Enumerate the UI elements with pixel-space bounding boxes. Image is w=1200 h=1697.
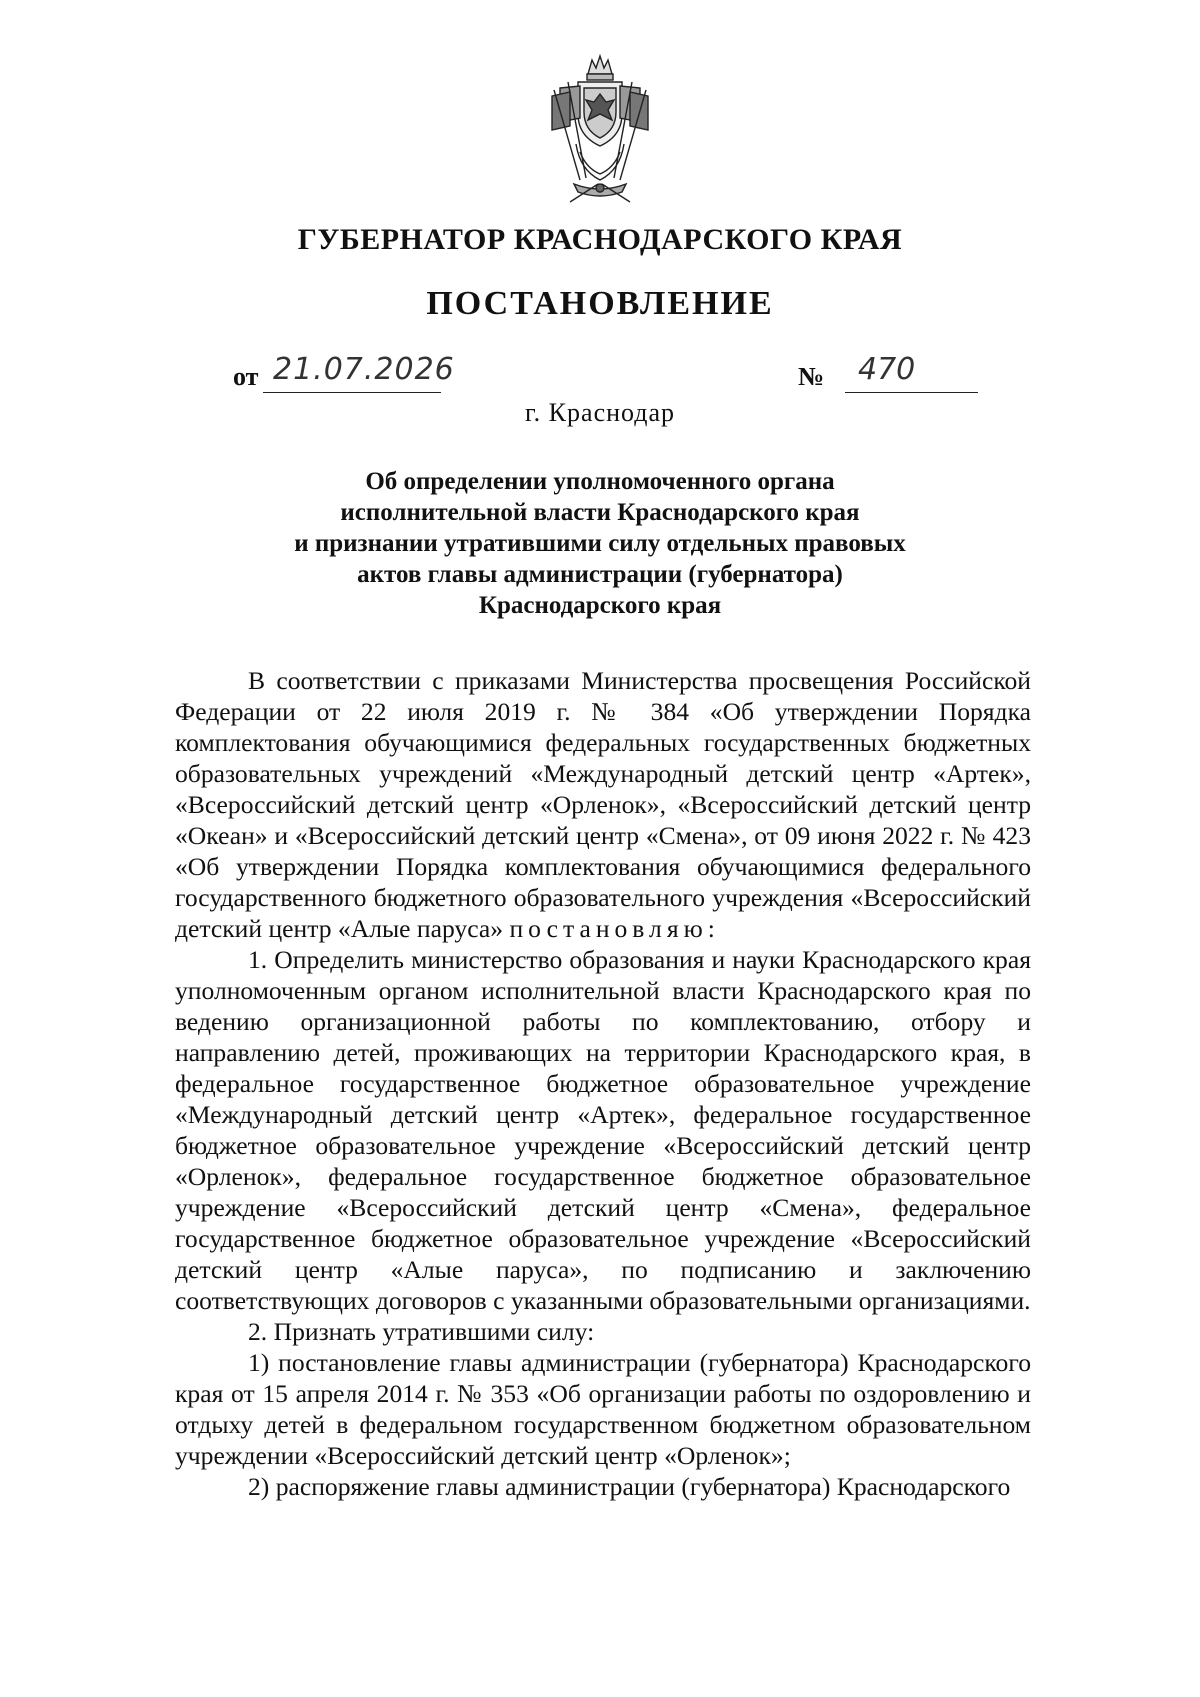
- preamble-text: В соответствии с приказами Министерства просвещения Российской Федерации от 22 июля 2019 г. № 384 «Об утверждении Порядка комплектования обучающимися федеральных государственных бюджетных образовательных учреждений «Международный детский центр «Артек», «Всероссийский детский центр «Орленок», «Всероссийский детский центр «Океан» и «Всероссийский детский центр «Смена», от 09 июня 2022 г. № 423 «Об утверждении Порядка комплектования обучающимися федерального государственного бюджетного образовательного учреждения «Всероссийский детский центр «Алые паруса»: [175, 666, 1031, 943]
- preamble-paragraph: [175, 665, 1031, 944]
- document-body: [175, 665, 1031, 1502]
- title-line: и признании утратившими силу отдельных правовых: [294, 530, 906, 557]
- item-2-2: 2) распоряжение главы администрации (губернатора) Краснодарского: [248, 1472, 1011, 1501]
- coat-of-arms-icon: [540, 52, 660, 212]
- document-title: [200, 466, 1000, 621]
- date-underline: [263, 392, 441, 393]
- title-line: актов главы администрации (губернатора): [357, 561, 843, 588]
- date-number-row: [233, 352, 978, 396]
- document-type: ПОСТАНОВЛЕНИЕ: [426, 285, 774, 322]
- title-line: исполнительной власти Краснодарского края: [340, 499, 860, 526]
- number-label: №: [798, 362, 825, 391]
- decree-word: постановляю:: [509, 914, 720, 943]
- issuing-authority: ГУБЕРНАТОР КРАСНОДАРСКОГО КРАЯ: [297, 223, 903, 256]
- handwritten-number: 470: [858, 352, 916, 387]
- item-2: 2. Признать утратившими силу:: [248, 1317, 595, 1346]
- title-line: Об определении уполномоченного органа: [365, 468, 835, 495]
- number-underline: [845, 392, 978, 393]
- handwritten-date: 21.07.2026: [273, 352, 455, 387]
- city: г. Краснодар: [524, 398, 676, 427]
- date-label: от: [233, 362, 259, 391]
- item-2-1: 1) постановление главы администрации (губернатора) Краснодарского края от 15 апреля 2014 г. № 353 «Об организации работы по оздоровлению и отдыху детей в федеральном государственном бюджетном образовательном учреждении «Всероссийский детский центр «Орленок»;: [175, 1348, 1031, 1470]
- title-line: Краснодарского края: [478, 592, 722, 619]
- item-1: 1. Определить министерство образования и науки Краснодарского края уполномоченным органом исполнительной власти Краснодарского края по ведению организационной работы по комплектованию, отбору и направлению детей, проживающих на территории Краснодарского края, в федеральное государственное бюджетное образовательное учреждение «Международный детский центр «Артек», федеральное государственное бюджетное образовательное учреждение «Всероссийский детский центр «Орленок», федеральное государственное бюджетное образовательное учреждение «Всероссийский детский центр «Смена», федеральное государственное бюджетное образовательное учреждение «Всероссийский детский центр «Алые паруса», по подписанию и заключению соответствующих договоров с указанными образовательными организациями.: [175, 945, 1031, 1315]
